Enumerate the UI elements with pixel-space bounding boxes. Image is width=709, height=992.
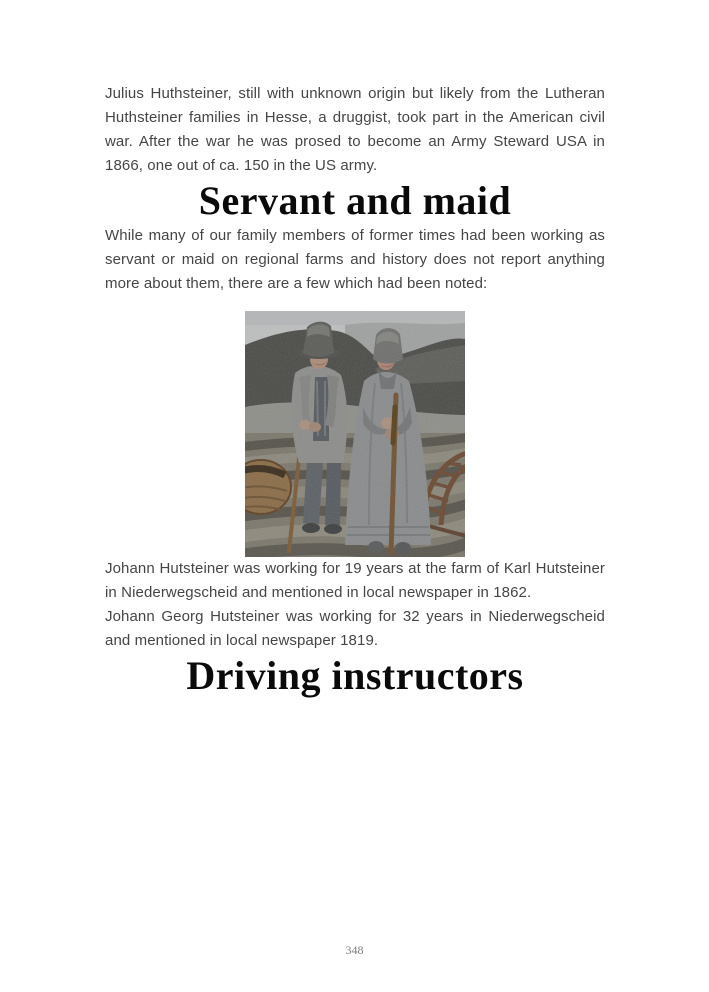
paragraph-while-many: While many of our family members of former times had been working as servant or maid on regional farms and history does not report anything more about them, there are a few which had been noted: xyxy=(105,227,605,292)
servant-and-maid-photo xyxy=(245,311,465,557)
paragraph-julius-huthsteiner: Julius Huthsteiner, still with unknown origin but likely from the Lutheran Huthsteiner families in Hesse, a druggist, took part in the American civil war. After the war he was prosed to become an Army Steward USA in 1866, one out of ca. 150 in the US army. xyxy=(105,85,605,174)
photo-grain-texture xyxy=(245,311,465,557)
figure-container xyxy=(105,311,605,557)
paragraph-johann-georg: Johann Georg Hutsteiner was working for 32 years in Niederwegscheid and mentioned in local newspaper 1819. xyxy=(105,608,605,649)
page-number: 348 xyxy=(345,943,364,957)
heading-driving-instructors: Driving instructors xyxy=(186,653,524,698)
paragraph-johann-hutsteiner: Johann Hutsteiner was working for 19 years at the farm of Karl Hutsteiner in Niederwegscheid and mentioned in local newspaper in 1862. xyxy=(105,560,605,601)
heading-servant-and-maid: Servant and maid xyxy=(198,178,512,223)
